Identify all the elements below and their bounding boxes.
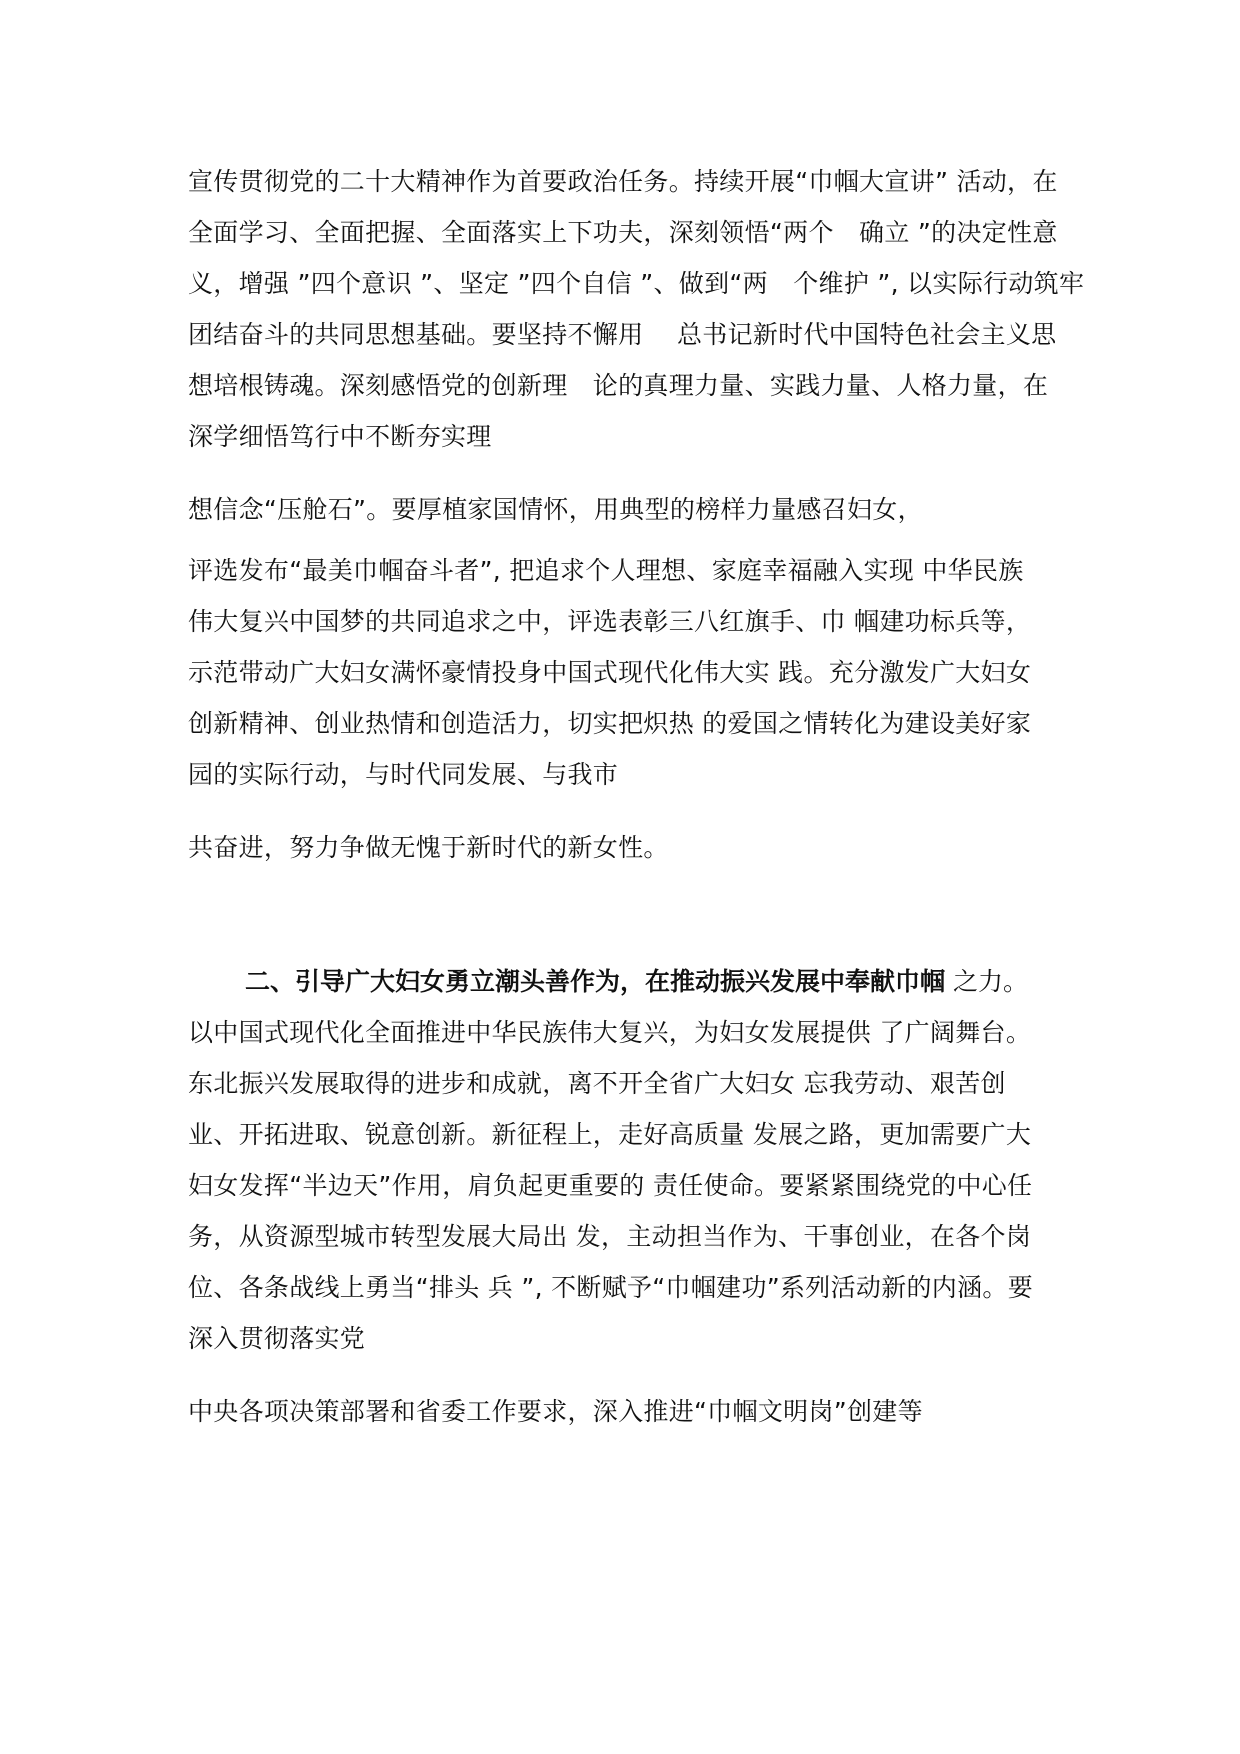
section-heading-tail: 之力。 [945,967,1028,996]
text-line: 园的实际行动，与时代同发展、与我市 [188,760,619,789]
text-line: 义，增强 ”四个意识 ”、坚定 ”四个自信 ”、做到“两 个维护 ”, 以实际行动筑牢 [188,269,1085,298]
text-line: 示范带动广大妇女满怀豪情投身中国式现代化伟大实 践。充分激发广大妇女 [188,658,1032,687]
text-line: 共奋进，努力争做无愧于新时代的新女性。 [188,833,669,862]
text-line: 宣传贯彻党的二十大精神作为首要政治任务。持续开展“巾帼大宣讲” 活动，在 [188,167,1058,196]
text-line: 以中国式现代化全面推进中华民族伟大复兴，为妇女发展提供 了广阔舞台。 [188,1018,1032,1047]
text-line: 伟大复兴中国梦的共同追求之中，评选表彰三八红旗手、巾 帼建功标兵等， [188,607,1032,636]
text-line: 位、各条战线上勇当“排头 兵 ”, 不断赋予“巾帼建功”系列活动新的内涵。要 [188,1273,1033,1302]
text-line: 务，从资源型城市转型发展大局出 发，主动担当作为、干事创业，在各个岗 [188,1222,1032,1251]
section-heading [245,966,1028,998]
text-line: 全面学习、全面把握、全面落实上下功夫，深刻领悟“两个 确立 ”的决定性意 [188,218,1058,247]
text-line: 创新精神、创业热情和创造活力，切实把炽热 的爱国之情转化为建设美好家 [188,709,1032,738]
text-line: 中央各项决策部署和省委工作要求，深入推进“巾帼文明岗”创建等 [188,1397,923,1426]
section-heading-bold: 二、引导广大妇女勇立潮头善作为，在推动振兴发展中奉献巾帼 [245,967,946,996]
text-line: 业、开拓进取、锐意创新。新征程上，走好高质量 发展之路，更加需要广大 [188,1120,1032,1149]
text-line: 深学细悟笃行中不断夯实理 [188,422,492,451]
text-line: 团结奋斗的共同思想基础。要坚持不懈用 总书记新时代中国特色社会主义思 [188,320,1057,349]
text-line: 评选发布“最美巾帼奋斗者”, 把追求个人理想、家庭幸福融入实现 中华民族 [188,556,1024,585]
text-line: 妇女发挥“半边天”作用，肩负起更重要的 责任使命。要紧紧围绕党的中心任 [188,1171,1033,1200]
text-line: 想培根铸魂。深刻感悟党的创新理 论的真理力量、实践力量、人格力量，在 [188,371,1049,400]
text-line: 想信念“压舱石”。要厚植家国情怀，用典型的榜样力量感召妇女， [188,495,923,524]
text-line: 东北振兴发展取得的进步和成就，离不开全省广大妇女 忘我劳动、艰苦创 [188,1069,1006,1098]
text-line: 深入贯彻落实党 [188,1324,366,1353]
